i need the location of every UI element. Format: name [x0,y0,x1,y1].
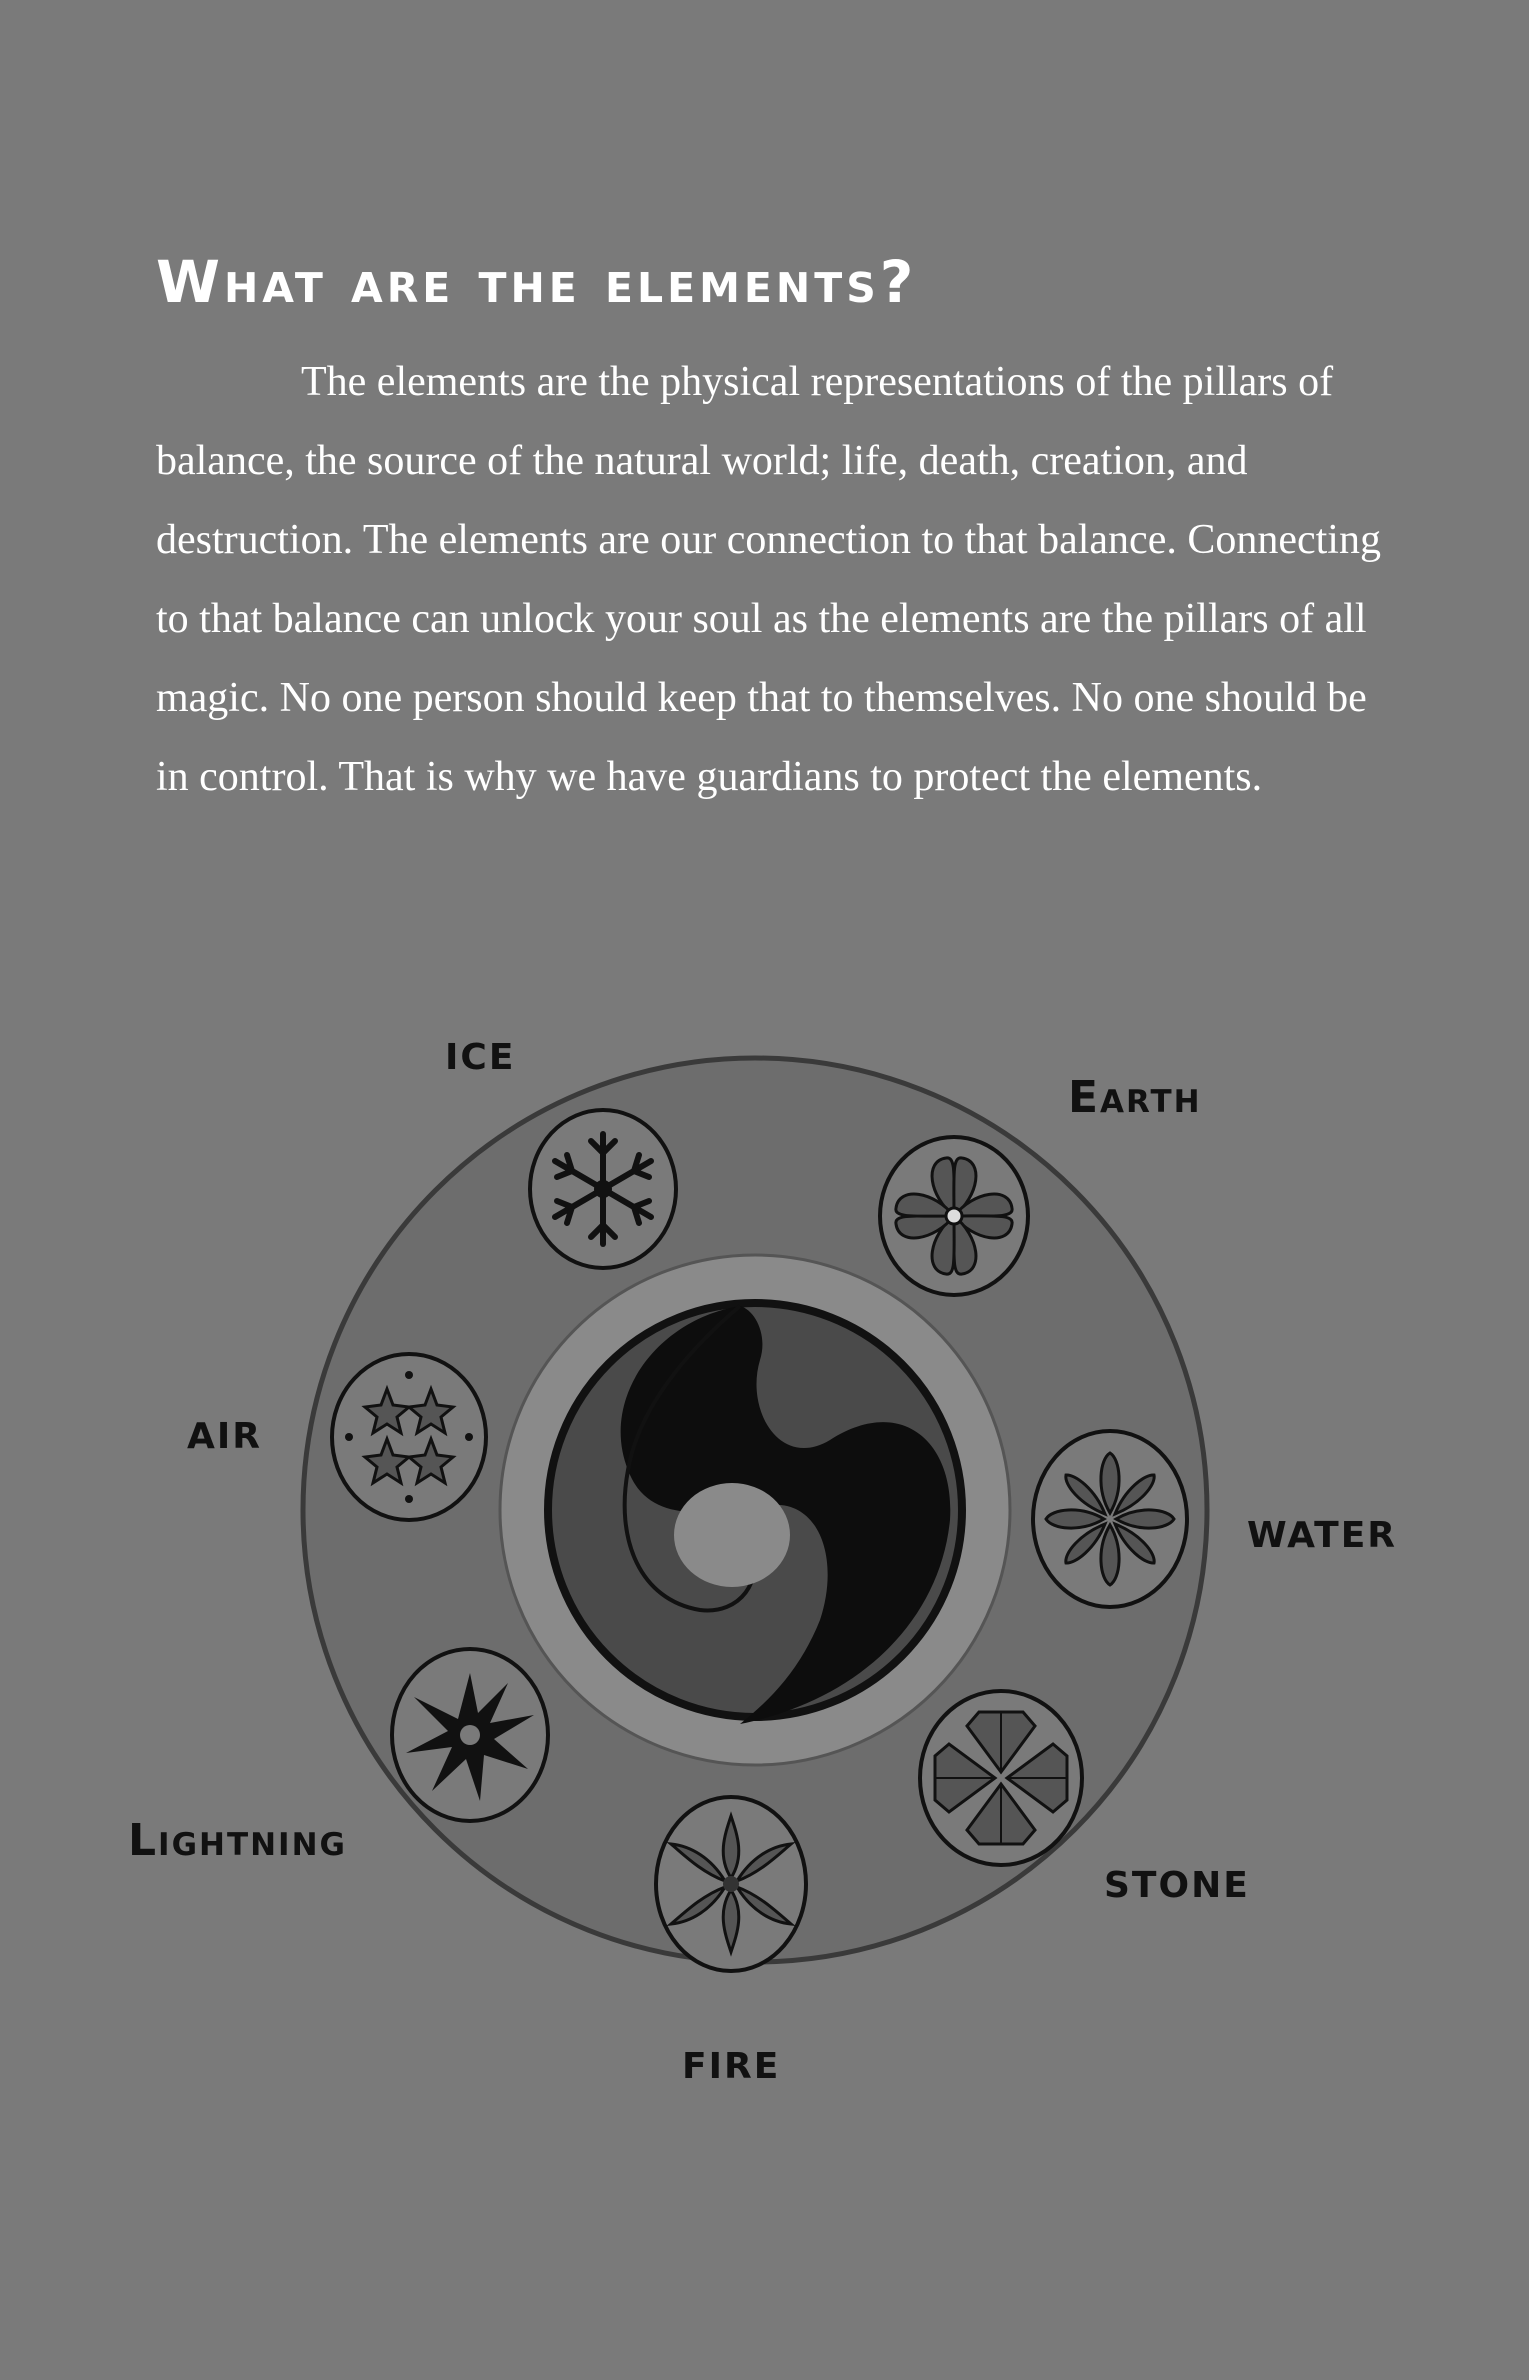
stars-icon [332,1354,486,1520]
flame-flower-icon [656,1797,806,1971]
swirl-emblem-icon [548,1303,962,1724]
page-title: What are the elements? [156,248,918,316]
clover-icon [880,1137,1028,1295]
element-label-stone: STONE [1104,1865,1250,1906]
diamond-icon [920,1691,1082,1865]
intro-paragraph: The elements are the physical representations of the pillars of balance, the source of the natural world; life, death, creation, and destruction. The elements are our connection to that balance. Connecting to that balance can unlock your soul as the elements are the pillars of all magic. No one person should keep that to themselves. No one should be in control. That is why we have guardians to protect the elements. [156,359,1381,800]
element-label-lightning: Lightning [128,1815,347,1866]
snowflake-icon [530,1110,676,1268]
element-label-fire: FIRE [682,2046,781,2087]
element-label-ice: ICE [445,1037,516,1078]
petals-icon [1033,1431,1187,1607]
element-label-earth: Earth [1068,1072,1202,1123]
element-label-water: WATER [1247,1515,1398,1556]
lightning-burst-icon [392,1649,548,1821]
element-label-air: AIR [187,1416,262,1457]
